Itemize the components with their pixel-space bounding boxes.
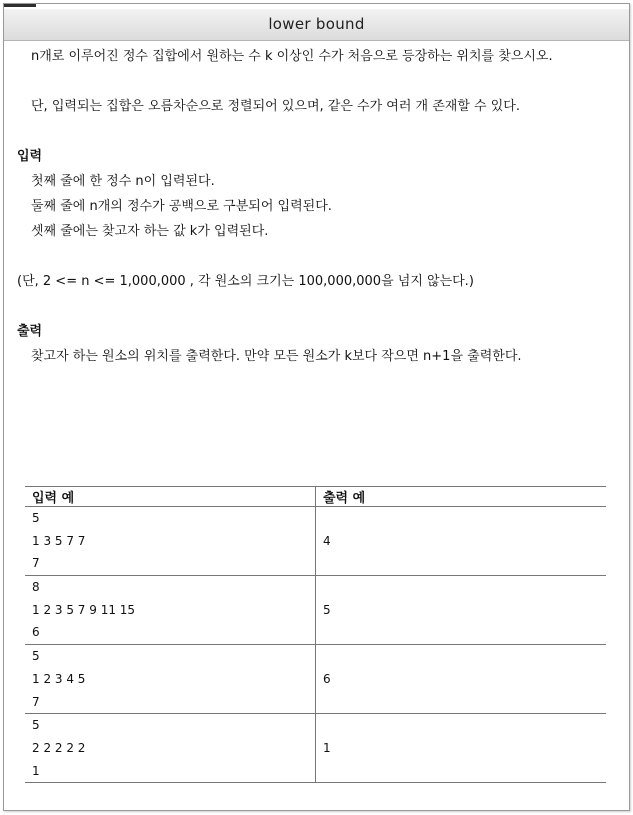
example-4-input-line: 2 2 2 2 2: [32, 740, 86, 755]
input-heading: 입력: [17, 149, 43, 164]
examples-header-row: [25, 487, 606, 507]
examples-table: [25, 486, 606, 783]
example-1-input-line: 7: [32, 556, 40, 571]
example-row-3: [25, 645, 606, 714]
example-row-2: [25, 576, 606, 645]
example-2-input: [25, 576, 316, 645]
output-description: 찾고자 하는 원소의 위치를 출력한다. 만약 모든 원소가 k보다 작으면 n+1을 출력한다.: [31, 349, 522, 364]
example-row-4: [25, 714, 606, 783]
example-4-input-line: 1: [32, 763, 40, 778]
example-row-1: [25, 507, 606, 576]
example-2-input-line: 1 2 3 5 7 9 11 15: [32, 602, 136, 617]
header-output-example: 출력 예: [316, 487, 607, 507]
example-3-input: [25, 645, 316, 714]
output-heading: 출력: [17, 324, 43, 339]
problem-title: lower bound: [4, 9, 629, 41]
header-input-example: 입력 예: [25, 487, 316, 507]
example-1-input: [25, 507, 316, 576]
example-2-output: 5: [316, 576, 607, 645]
description-paragraph-1: n개로 이루어진 정수 집합에서 원하는 수 k 이상인 수가 처음으로 등장하는 위치를 찾으시오.: [31, 49, 553, 64]
example-3-output: 6: [316, 645, 607, 714]
input-constraint: (단, 2 <= n <= 1,000,000 , 각 원소의 크기는 100,000,000을 넘지 않는다.): [17, 274, 474, 289]
input-line-3: 셋째 줄에는 찾고자 하는 값 k가 입력된다.: [31, 224, 269, 239]
example-2-input-line: 6: [32, 625, 40, 640]
window-corner-accent: [4, 4, 36, 7]
example-1-input-line: 1 3 5 7 7: [32, 533, 86, 548]
example-4-input-line: 5: [32, 718, 40, 733]
input-line-2: 둘째 줄에 n개의 정수가 공백으로 구분되어 입력된다.: [31, 199, 332, 214]
description-paragraph-2: 단, 입력되는 집합은 오름차순으로 정렬되어 있으며, 같은 수가 여러 개 존재할 수 있다.: [31, 99, 520, 114]
example-1-output: 4: [316, 507, 607, 576]
example-3-input-line: 7: [32, 694, 40, 709]
example-4-output: 1: [316, 714, 607, 783]
example-3-input-line: 5: [32, 649, 40, 664]
example-2-input-line: 8: [32, 580, 40, 595]
example-3-input-line: 1 2 3 4 5: [32, 671, 86, 686]
input-line-1: 첫째 줄에 한 정수 n이 입력된다.: [31, 174, 215, 189]
example-4-input: [25, 714, 316, 783]
example-1-input-line: 5: [32, 511, 40, 525]
problem-body: [17, 44, 613, 369]
